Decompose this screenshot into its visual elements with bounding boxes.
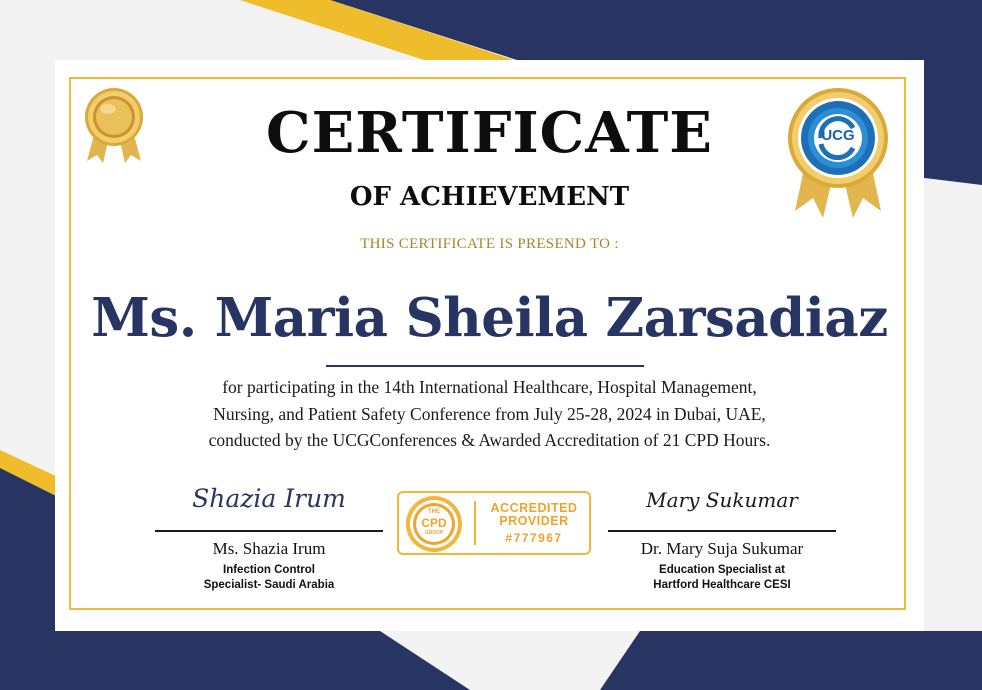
signatory-left <box>155 478 383 593</box>
cpd-accredited-label: ACCREDITED <box>490 501 578 515</box>
cpd-badge-main: CPD <box>421 516 447 530</box>
signatory-role-line: Education Specialist at <box>659 564 785 576</box>
description-line: Nursing, and Patient Safety Conference from July 25-28, 2024 in Dubai, UAE, <box>213 403 766 424</box>
presented-to-label: THIS CERTIFICATE IS PRESEND TO : <box>360 236 619 252</box>
signatory-role-line: Hartford Healthcare CESI <box>653 579 791 591</box>
signature-image <box>155 478 383 530</box>
certificate-description <box>95 374 884 454</box>
description-line: conducted by the UCGConferences & Awarded Accreditation of 21 CPD Hours. <box>208 430 771 450</box>
signatory-name: Ms. Shazia Irum <box>212 539 326 558</box>
cpd-divider <box>474 501 476 545</box>
signature-script: Shazia Irum <box>192 484 346 513</box>
cpd-provider-label: PROVIDER <box>499 514 569 528</box>
signatory-right <box>608 478 836 593</box>
signature-script: Mary Sukumar <box>646 488 798 512</box>
cpd-badge-bottom: GROUP <box>424 530 444 536</box>
signature-image <box>608 478 836 530</box>
signature-line <box>608 530 836 532</box>
cpd-badge-top: THE <box>428 509 440 515</box>
certificate-title: CERTIFICATE <box>266 100 713 166</box>
signatory-role <box>608 563 836 593</box>
bottom-right-navy-band <box>600 631 982 690</box>
signatory-name: Dr. Mary Suja Sukumar <box>640 539 804 558</box>
cpd-accreditation-badge <box>397 491 591 555</box>
recipient-underline <box>326 365 644 367</box>
ucg-logo-text: UCG <box>821 127 855 144</box>
signatory-role <box>155 563 383 593</box>
certificate-card <box>55 60 924 631</box>
signatory-role-line: Infection Control <box>223 564 315 576</box>
recipient-name: Ms. Maria Sheila Zarsadiaz <box>91 287 888 349</box>
cpd-text <box>479 502 589 546</box>
cpd-provider-number: #777967 <box>505 531 563 545</box>
signatory-role-line: Specialist- Saudi Arabia <box>203 579 335 591</box>
description-line: for participating in the 14th International Healthcare, Hospital Management, <box>222 377 757 397</box>
certificate-subtitle: OF ACHIEVEMENT <box>349 182 630 212</box>
signature-line <box>155 530 383 532</box>
